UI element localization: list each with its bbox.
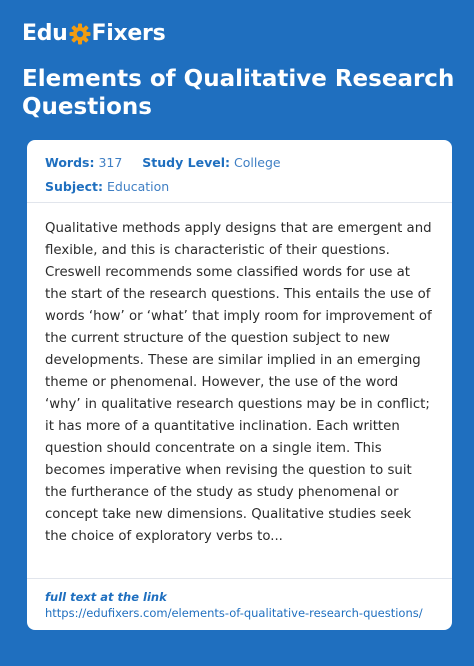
full-text-label: full text at the link	[45, 590, 167, 604]
essay-excerpt: Qualitative methods apply designs that are emergent and flexible, and this is characteristic of their questions. Creswell recommends some classified words for use at the start of the research questions. This entails the use of words ‘how’ or ‘what’ that imply room for improvement of the current structure of the question subject to new developments. These are similar implied in an emerging theme or phenomenal. However, the use of the word ‘why’ in qualitative research questions may be in conflict; it has more of a quantitative inclination. Each written question should concentrate on a single item. This becomes imperative when revising the question to suit the furtherance of the study as study phenomenal or concept take new dimensions. Qualitative studies seek the choice of exploratory verbs to...	[45, 221, 432, 544]
subject-value: Education	[106, 179, 170, 194]
words-label: Words:	[45, 155, 95, 170]
full-text-link[interactable]: https://edufixers.com/elements-of-qualitative-research-questions/	[45, 606, 423, 620]
page-title: Elements of Qualitative Research Questions	[22, 66, 455, 120]
meta-row-subject	[45, 179, 452, 203]
study-level-value: College	[233, 155, 281, 170]
study-level-label: Study Level:	[142, 155, 230, 170]
logo-text-edu: Edu	[22, 21, 68, 46]
gear-icon	[69, 23, 91, 45]
words-value: 317	[98, 155, 123, 170]
meta-row-words-level	[45, 155, 452, 179]
subject-label: Subject:	[45, 179, 103, 194]
essay-card	[27, 140, 452, 630]
site-logo[interactable]	[22, 21, 165, 46]
logo-text-fixers: Fixers	[91, 21, 166, 46]
essay-meta	[27, 140, 452, 203]
full-text-footer	[27, 578, 452, 630]
